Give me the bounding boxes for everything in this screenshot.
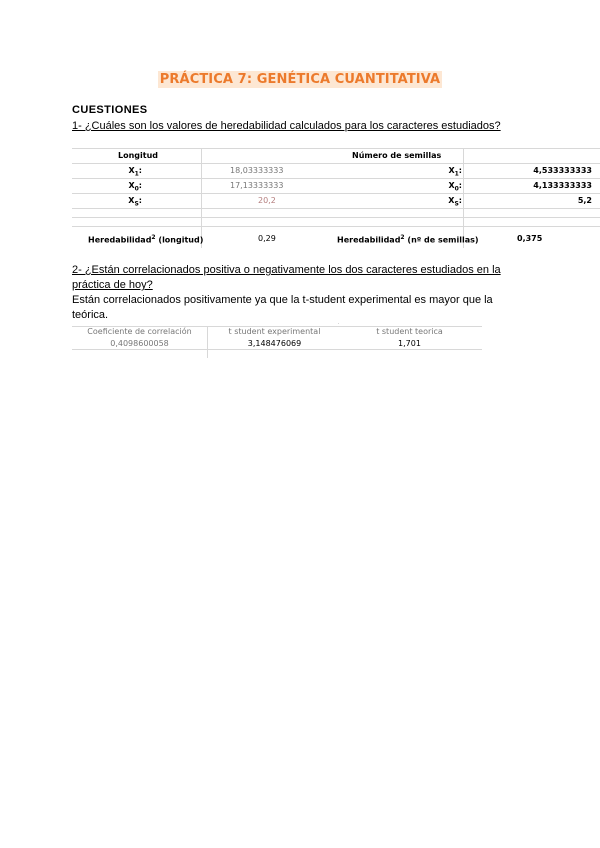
corr-value-tteo: 1,701 xyxy=(398,339,421,348)
row2-label-longitud: $X_0$: xyxy=(128,181,142,193)
row1-value-semillas: 4,533333333 xyxy=(533,166,592,175)
question-2-line1: 2- ¿Están correlacionados positiva o negativamente los dos caracteres estudiados en la xyxy=(72,264,501,276)
answer-line1: Están correlacionados positivamente ya que la t-student experimental es mayor que la xyxy=(72,294,493,306)
question-1: 1- ¿Cuáles son los valores de heredabilidad calculados para los caracteres estudiados? xyxy=(72,120,501,132)
question-2-line2: práctica de hoy? xyxy=(72,279,153,291)
col-header-longitud: Longitud xyxy=(118,151,159,160)
section-heading: CUESTIONES xyxy=(72,104,148,116)
corr-header-texp: t student experimental xyxy=(228,327,321,336)
corr-value-coef: 0,4098600058 xyxy=(110,339,169,348)
heritability-longitud-label: Heredabilidad$^2$ (longitud) xyxy=(88,234,204,245)
row1-label-semillas: $X_1$: xyxy=(448,166,462,178)
row2-value-semillas: 4,133333333 xyxy=(533,181,592,190)
row1-value-longitud: 18,03333333 xyxy=(230,166,284,175)
col-header-semillas: Número de semillas xyxy=(352,151,442,160)
row3-label-longitud: $X_S$: xyxy=(128,196,142,208)
answer-line2: teórica. xyxy=(72,309,109,321)
row3-value-semillas: 5,2 xyxy=(577,196,592,205)
row3-value-longitud: 20,2 xyxy=(258,196,276,205)
heritability-longitud-value: 0,29 xyxy=(258,234,276,243)
row2-label-semillas: $X_0$: xyxy=(448,181,462,193)
heritability-semillas-value: 0,375 xyxy=(517,234,543,243)
page-title: PRÁCTICA 7: GENÉTICA CUANTITATIVA xyxy=(159,72,441,87)
corr-header-tteo: t student teorica xyxy=(376,327,443,336)
heritability-semillas-label: Heredabilidad$^2$ (nº de semillas) xyxy=(337,234,479,245)
corr-header-coef: Coeficiente de correlación xyxy=(87,327,192,336)
corr-value-texp: 3,148476069 xyxy=(247,339,302,348)
row2-value-longitud: 17,13333333 xyxy=(230,181,284,190)
row3-label-semillas: $X_S$: xyxy=(448,196,462,208)
row1-label-longitud: $X_1$: xyxy=(128,166,142,178)
